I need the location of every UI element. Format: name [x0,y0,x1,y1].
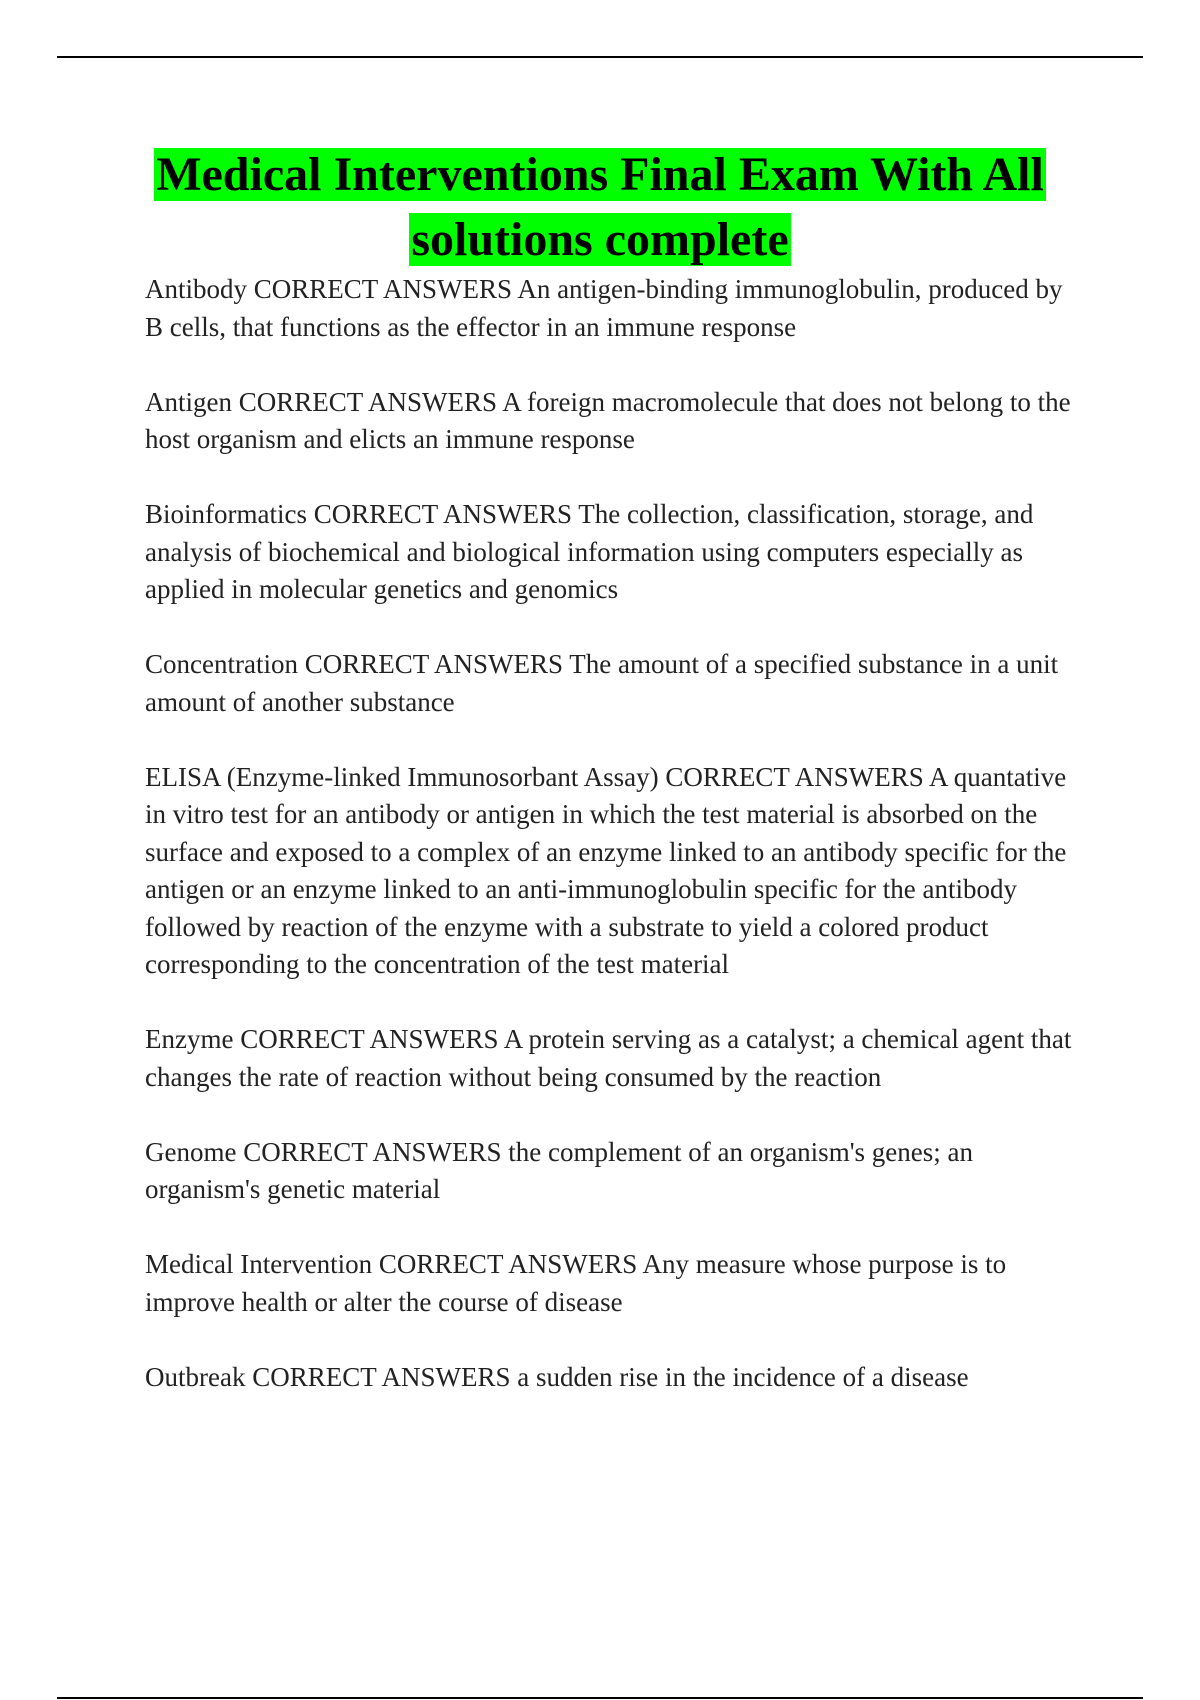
entry-outbreak: Outbreak CORRECT ANSWERS a sudden rise in the incidence of a disease [145,1361,969,1392]
page-title [100,142,1100,272]
top-rule [57,56,1143,58]
entry-elisa: ELISA (Enzyme-linked Immunosorbant Assay) CORRECT ANSWERS A quantative in vitro test for an antibody or antigen in which the test material is absorbed on the surface and exposed to a complex of an enzyme linked to an antibody specific for the antigen or an enzyme linked to an anti-immunoglobulin specific for the antibody followed by reaction of the enzyme with a substrate to yield a colored product corresponding to the concentration of the test material [145,761,1067,979]
entry-medical-intervention: Medical Intervention CORRECT ANSWERS Any measure whose purpose is to improve health or alter the course of disease [145,1249,1007,1317]
bottom-rule [57,1697,1143,1699]
entry-enzyme: Enzyme CORRECT ANSWERS A protein serving as a catalyst; a chemical agent that changes the rate of reaction without being consumed by the reaction [145,1024,1072,1092]
title-line-1: Medical Interventions Final Exam With All [156,148,1044,201]
entry-antibody: Antibody CORRECT ANSWERS An antigen-binding immunoglobulin, produced by B cells, that functions as the effector in an immune response [145,274,1063,342]
entry-bioinformatics: Bioinformatics CORRECT ANSWERS The collection, classification, storage, and analysis of biochemical and biological information using computers especially as applied in molecular genetics and genomics [145,499,1034,604]
entry-list [145,271,1080,1434]
entry-concentration: Concentration CORRECT ANSWERS The amount of a specified substance in a unit amount of another substance [145,649,1059,717]
title-line-2: solutions complete [411,213,789,266]
entry-genome: Genome CORRECT ANSWERS the complement of an organism's genes; an organism's genetic material [145,1136,974,1204]
entry-antigen: Antigen CORRECT ANSWERS A foreign macromolecule that does not belong to the host organism and elicts an immune response [145,386,1071,454]
title-block [100,142,1100,272]
